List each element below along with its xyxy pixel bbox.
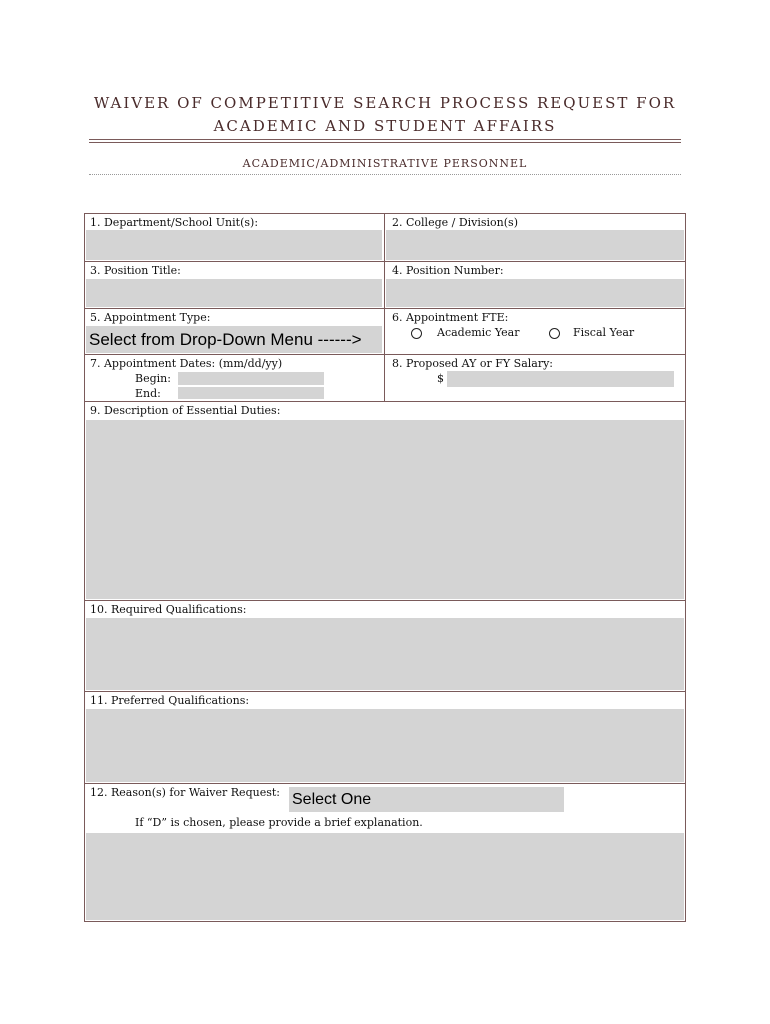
appointment-type-label: 5. Appointment Type: xyxy=(90,311,211,324)
row-divider xyxy=(84,600,686,601)
end-label: End: xyxy=(135,387,161,400)
row-divider xyxy=(84,308,686,309)
preferred-qualifications-label: 11. Preferred Qualifications: xyxy=(90,694,250,707)
department-label: 1. Department/School Unit(s): xyxy=(90,216,259,229)
fte-label: 6. Appointment FTE: xyxy=(392,311,509,324)
duties-label: 9. Description of Essential Duties: xyxy=(90,404,281,417)
form-title-line-2: ACADEMIC AND STUDENT AFFAIRS xyxy=(213,117,557,135)
department-field[interactable] xyxy=(86,230,382,260)
title-rule-top xyxy=(89,139,681,140)
college-field[interactable] xyxy=(386,230,684,260)
form-subtitle: ACADEMIC/ADMINISTRATIVE PERSONNEL xyxy=(242,157,528,170)
title-rule-bottom xyxy=(89,142,681,143)
academic-year-option-label: Academic Year xyxy=(437,326,520,339)
position-title-label: 3. Position Title: xyxy=(90,264,181,277)
row-divider xyxy=(84,261,686,262)
college-label: 2. College / Division(s) xyxy=(392,216,518,229)
form-title-line-1: WAIVER OF COMPETITIVE SEARCH PROCESS REQUEST FOR xyxy=(93,94,677,112)
waiver-reason-label: 12. Reason(s) for Waiver Request: xyxy=(90,786,280,799)
fiscal-year-radio[interactable] xyxy=(549,328,560,339)
explanation-note: If “D” is chosen, please provide a brief explanation. xyxy=(135,816,423,829)
required-qualifications-textarea[interactable] xyxy=(86,618,684,690)
row-divider xyxy=(84,691,686,692)
currency-symbol: $ xyxy=(437,372,444,385)
begin-label: Begin: xyxy=(135,372,171,385)
begin-date-field[interactable] xyxy=(178,372,324,385)
duties-textarea[interactable] xyxy=(86,420,684,599)
end-date-field[interactable] xyxy=(178,387,324,399)
subtitle-rule xyxy=(89,174,681,175)
row-divider xyxy=(84,401,686,402)
position-number-field[interactable] xyxy=(386,279,684,307)
column-divider xyxy=(384,213,385,401)
position-title-field[interactable] xyxy=(86,279,382,307)
appointment-type-dropdown[interactable]: Select from Drop-Down Menu ------> xyxy=(86,326,382,353)
salary-field[interactable] xyxy=(447,371,674,387)
salary-label: 8. Proposed AY or FY Salary: xyxy=(392,357,554,370)
row-divider xyxy=(84,354,686,355)
row-divider xyxy=(84,783,686,784)
explanation-textarea[interactable] xyxy=(86,833,684,920)
academic-year-radio[interactable] xyxy=(411,328,422,339)
position-number-label: 4. Position Number: xyxy=(392,264,504,277)
fiscal-year-option-label: Fiscal Year xyxy=(573,326,635,339)
required-qualifications-label: 10. Required Qualifications: xyxy=(90,603,247,616)
waiver-reason-dropdown[interactable]: Select One xyxy=(289,787,564,812)
preferred-qualifications-textarea[interactable] xyxy=(86,709,684,782)
appointment-dates-label: 7. Appointment Dates: (mm/dd/yy) xyxy=(90,357,283,370)
